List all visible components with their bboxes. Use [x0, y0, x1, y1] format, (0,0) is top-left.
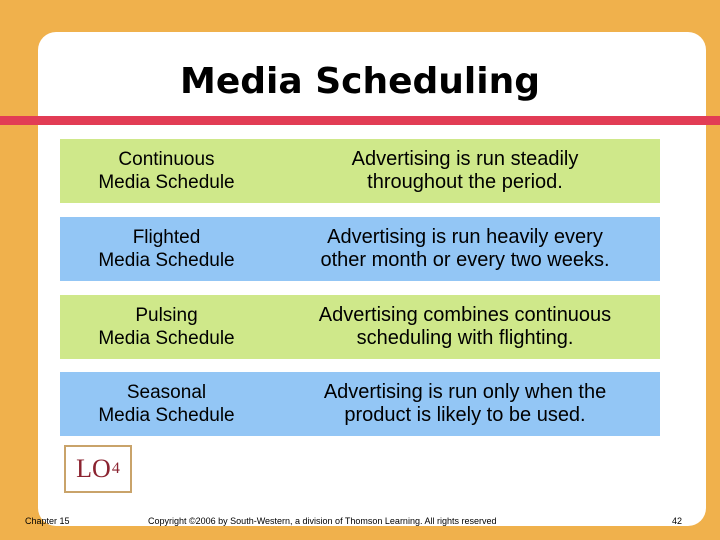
schedule-description-continuous [270, 139, 660, 203]
lo-number: 4 [111, 460, 120, 477]
description-line: Advertising is run heavily every [327, 226, 603, 248]
title-accent-bar [0, 116, 720, 125]
term-line: Flighted [132, 227, 201, 248]
term-line: Seasonal [126, 382, 207, 403]
description-line: product is likely to be used. [344, 404, 586, 426]
footer-chapter: Chapter 15 [25, 516, 70, 526]
slide-title: Media Scheduling [180, 61, 540, 102]
schedule-term-flighted [60, 217, 273, 281]
schedule-description-flighted [270, 217, 660, 281]
description-line: Advertising combines continuous [318, 304, 612, 326]
description-line: throughout the period. [367, 171, 563, 193]
schedule-description-pulsing [270, 295, 660, 359]
description-line: Advertising is run steadily [351, 148, 579, 170]
term-line: Media Schedule [98, 172, 235, 193]
schedule-term-continuous [60, 139, 273, 203]
term-line: Media Schedule [98, 328, 235, 349]
footer-copyright: Copyright ©2006 by South-Western, a division of Thomson Learning. All rights reserved [148, 516, 497, 526]
schedule-term-pulsing [60, 295, 273, 359]
learning-objective-badge [64, 445, 132, 493]
schedule-term-seasonal [60, 372, 273, 436]
term-line: Media Schedule [98, 250, 235, 271]
footer-page-number: 42 [672, 516, 683, 526]
term-line: Pulsing [135, 305, 198, 326]
term-line: Media Schedule [98, 405, 235, 426]
description-line: Advertising is run only when the [323, 381, 607, 403]
description-line: scheduling with flighting. [356, 327, 574, 349]
lo-label: LO [76, 454, 111, 483]
description-line: other month or every two weeks. [320, 249, 610, 271]
term-line: Continuous [118, 149, 215, 170]
schedule-description-seasonal [270, 372, 660, 436]
